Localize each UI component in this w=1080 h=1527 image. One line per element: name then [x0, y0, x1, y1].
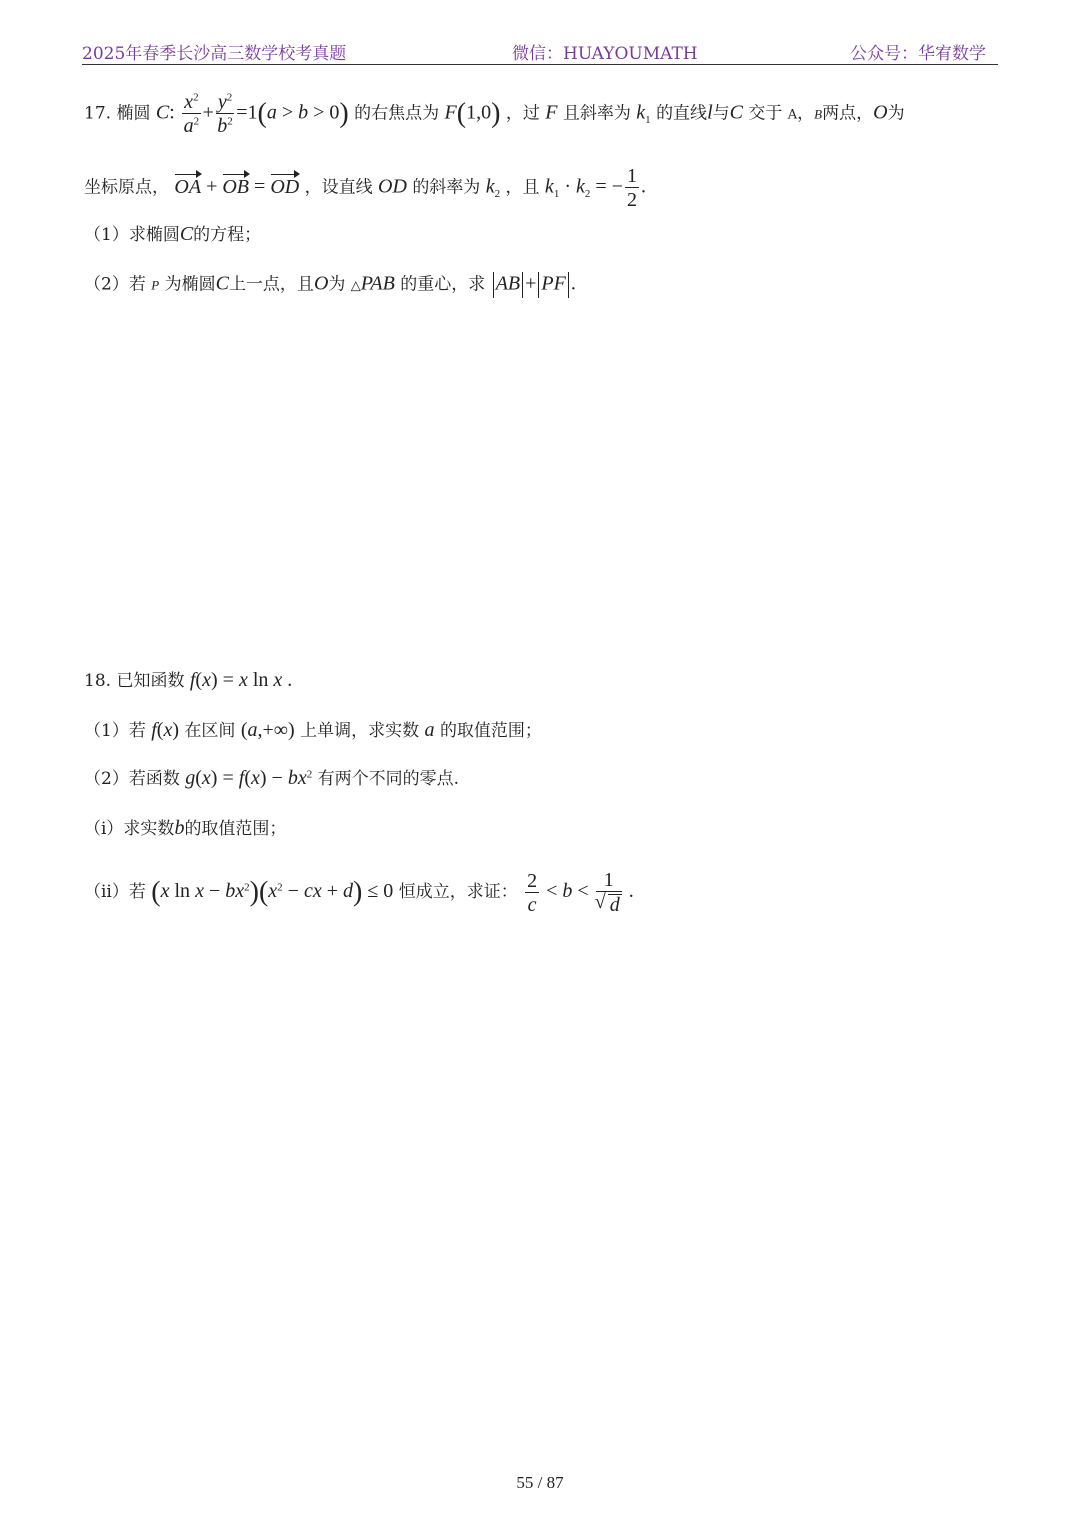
header-title: 2025年春季长沙高三数学校考真题 [82, 44, 347, 64]
q17-line-2: 坐标原点， OA + OB = OD ，设直线 OD 的斜率为 $k_2$ ，且 $k_1 \cdot k_2$ = − $\frac{1}{2}$ . [84, 165, 646, 211]
q18-part-2: （2）若函数 $g(x) = f(x) - bx^2$ 有两个不同的零点. [84, 767, 460, 789]
q18-part-i: （i）求实数b的取值范围； [84, 817, 287, 839]
header-account: 公众号：华宥数学 [850, 44, 986, 64]
fraction: 1 √ d [596, 870, 622, 915]
fraction: $\frac{x^2}{a^2}$ [183, 91, 200, 137]
q18-line-1: 18. 已知函数 f(x) = x ln x . [84, 669, 293, 691]
q17-part-1: （1）求椭圆C的方程； [84, 223, 262, 245]
header-wechat: 微信：HUAYOUMATH [512, 44, 698, 64]
q17-part-2: （2）若 P 为椭圆C上一点，且O为 △PAB 的重心，求 AB + PF . [84, 272, 576, 298]
q18-part-1: （1）若 f(x) 在区间 (a,+∞) 上单调，求实数 a 的取值范围； [84, 719, 542, 741]
fraction: $\frac{2}{c}$ [527, 869, 538, 916]
page-header [82, 36, 998, 65]
q17-line-1: 17. 椭圆 C: $\frac{x^2}{a^2}$ + $\frac{y^2}{b^2}$ =1(a > b > 0) 的右焦点为 F(1,0) ，过 F 且斜率为 $k_1$ 的直线l与C 交于 A，B两点，O为 [84, 91, 905, 137]
q18-part-ii: （ii）若 (x $\ln x - bx^2)(x^2$ − cx + d) ≤ 0 恒成立，求证： $\frac{2}{c}$ < b < 1 √ d . [84, 870, 634, 915]
page-number: 55 / 87 [516, 1473, 564, 1492]
fraction: $\frac{y^2}{b^2}$ [217, 91, 233, 137]
fraction: $\frac{1}{2}$ [626, 165, 637, 211]
